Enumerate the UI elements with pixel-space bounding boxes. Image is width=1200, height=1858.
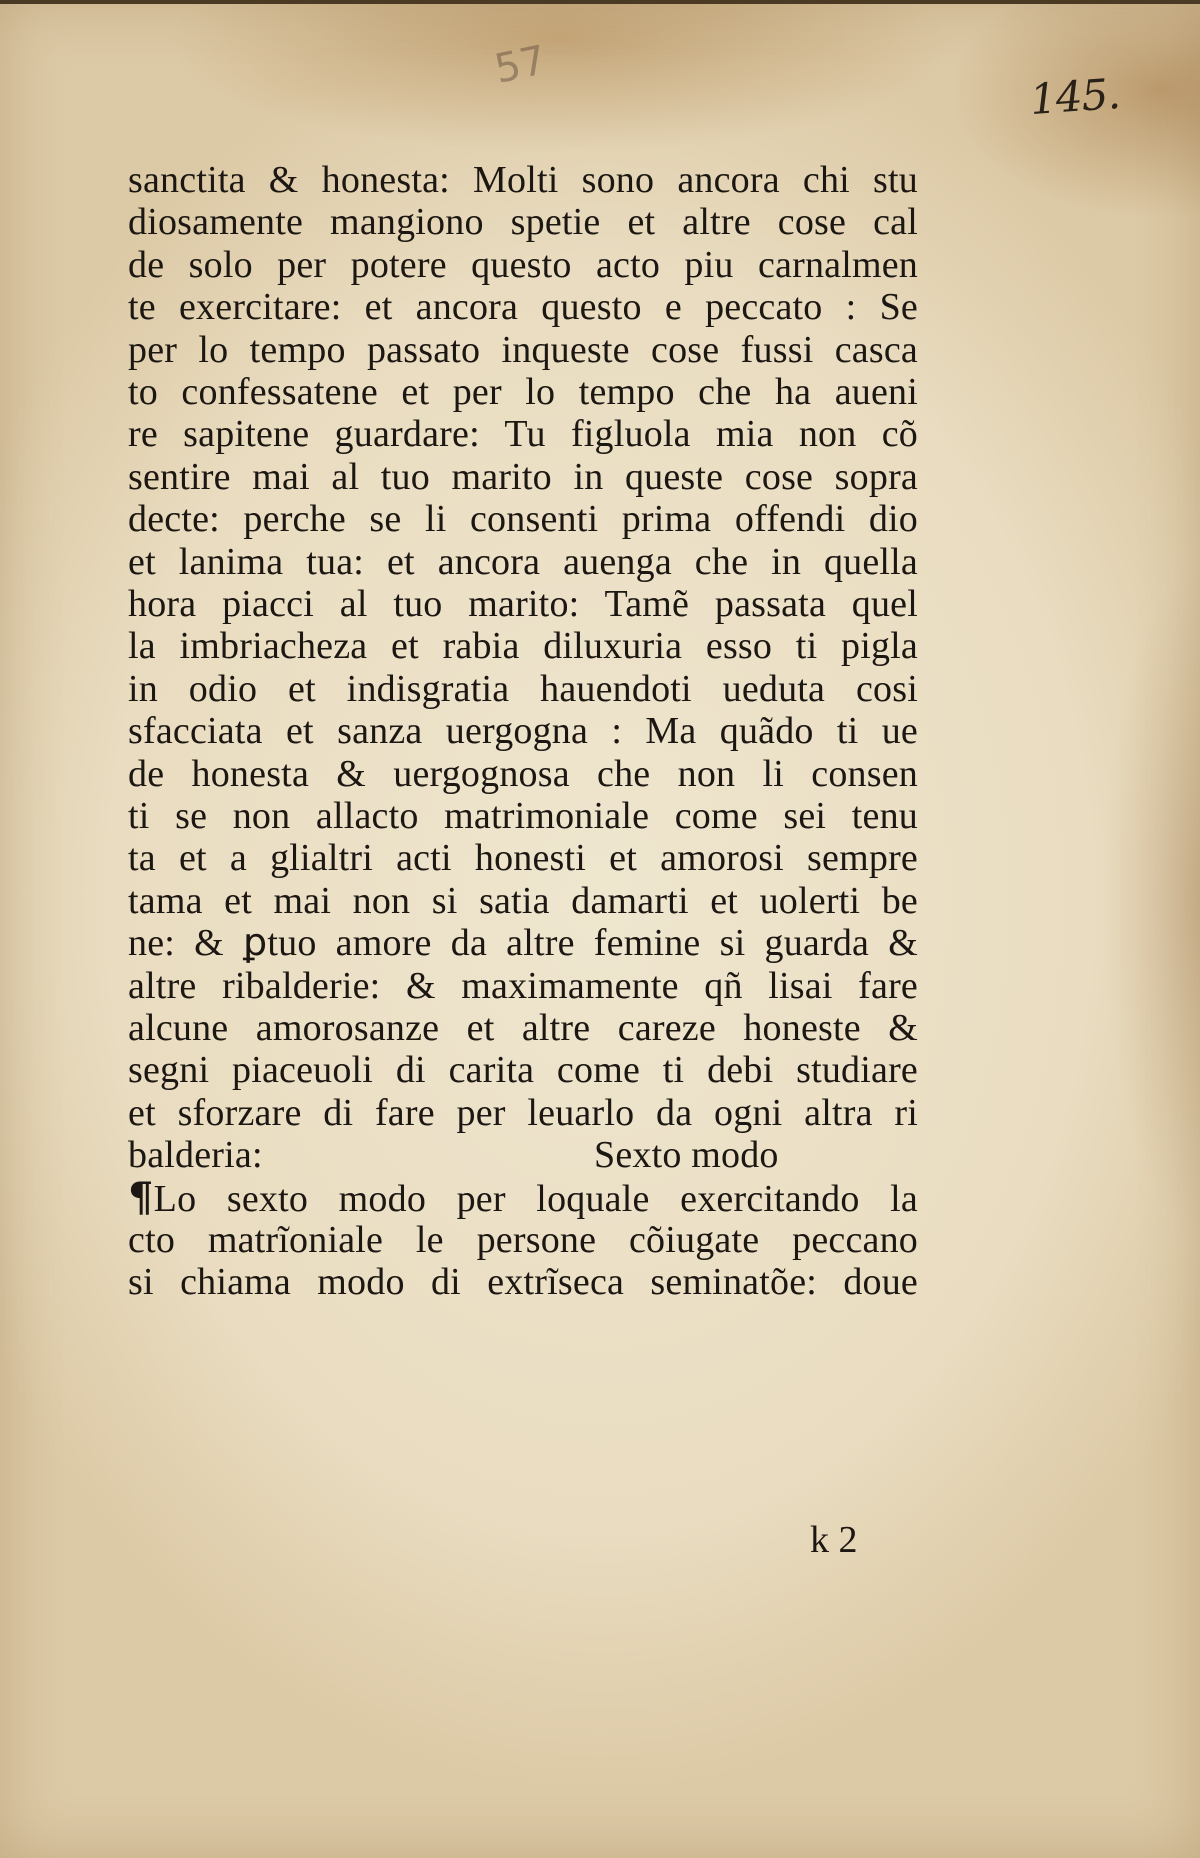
text-line: te exercitare: et ancora questo e peccato : Se <box>128 286 918 329</box>
section-text-line <box>128 1260 918 1304</box>
text-block <box>128 158 1128 1528</box>
section-text-line <box>128 1218 918 1262</box>
pilcrow-mark: ¶ <box>128 1173 154 1221</box>
line-end-text: balderia: <box>128 1134 263 1177</box>
text-line: per lo tempo passato inqueste cose fussi casca <box>128 328 918 371</box>
text-line: et lanima tua: et ancora auenga che in quella <box>128 540 918 583</box>
text-line: sfacciata et sanza uergogna : Ma quãdo ti ue <box>128 710 918 753</box>
text-line: tama et mai non si satia damarti et uolerti be <box>128 879 918 922</box>
text-line: sentire mai al tuo marito in queste cose sopra <box>128 455 918 498</box>
section-text-line <box>128 1173 918 1221</box>
section-text: si chiama modo di extrĩseca seminatõe: doue <box>128 1261 918 1304</box>
text-line: decte: perche se li consenti prima offendi dio <box>128 498 918 541</box>
signature-mark: k 2 <box>810 1519 858 1561</box>
section-text: cto matrĩoniale le persone cõiugate peccano <box>128 1219 918 1261</box>
text-line: re sapitene guardare: Tu figluola mia non cõ <box>128 413 918 456</box>
text-line: hora piacci al tuo marito: Tamẽ passata quel <box>128 583 918 625</box>
text-line: alcune amorosanze et altre careze honeste & <box>128 1007 918 1049</box>
section-heading: Sexto modo <box>594 1134 779 1177</box>
text-line: ti se non allacto matrimoniale come sei tenu <box>128 795 918 837</box>
text-line: ta et a glialtri acti honesti et amorosi sempre <box>128 837 918 880</box>
top-edge-border <box>0 0 1200 4</box>
text-line: sanctita & honesta: Molti sono ancora chi stu <box>128 159 918 201</box>
text-line: in odio et indisgratia hauendoti ueduta cosi <box>128 667 918 710</box>
text-line: altre ribalderie: & maximamente qñ lisai fare <box>128 964 918 1007</box>
text-line: ne: & ꝑtuo amore da altre femine si guarda & <box>128 922 918 965</box>
text-line: la imbriacheza et rabia diluxuria esso ti pigla <box>128 625 918 668</box>
text-line: et sforzare di fare per leuarlo da ogni altra ri <box>128 1091 918 1134</box>
text-line: diosamente mangiono spetie et altre cose cal <box>128 201 918 244</box>
text-line: de honesta & uergognosa che non li consen <box>128 752 918 795</box>
pencil-mark: 57 <box>490 37 551 93</box>
text-line: de solo per potere questo acto piu carnalmen <box>128 243 918 286</box>
text-line: to confessatene et per lo tempo che ha aueni <box>128 371 918 413</box>
folio-number: 145. <box>1028 68 1122 125</box>
text-line: segni piaceuoli di carita come ti debi studiare <box>128 1049 918 1092</box>
section-text: Lo sexto modo per loquale exercitando la <box>153 1177 918 1220</box>
